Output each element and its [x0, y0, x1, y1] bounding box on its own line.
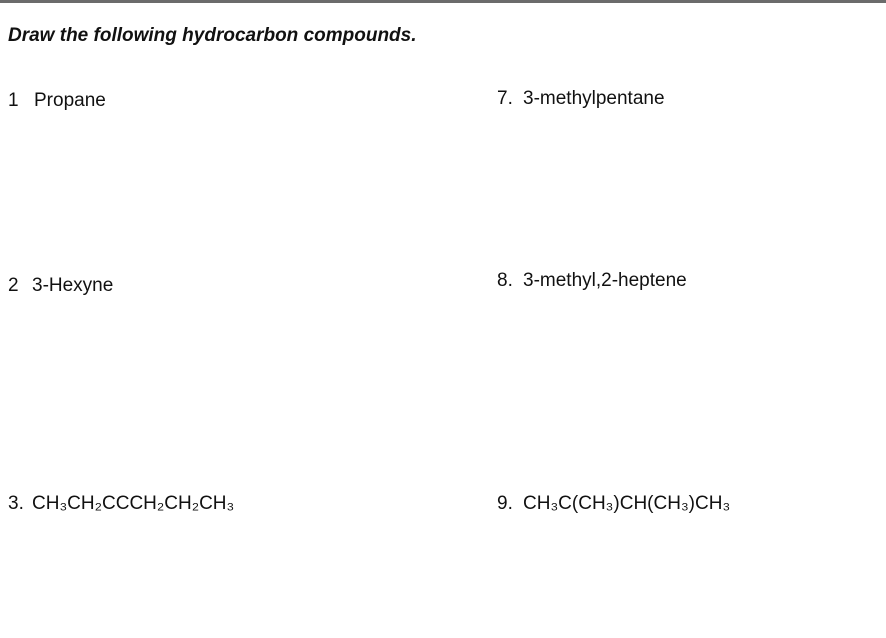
- question-8: [497, 270, 687, 292]
- question-formula: CH₃CH₂CCCH₂CH₂CH₃: [32, 493, 235, 514]
- question-number: 9.: [497, 493, 513, 514]
- question-number: 3.: [8, 493, 24, 514]
- question-9: [497, 493, 730, 515]
- question-7: [497, 88, 665, 110]
- worksheet-title: Draw the following hydrocarbon compounds.: [8, 25, 417, 46]
- question-2: [8, 275, 113, 297]
- question-number: 1: [8, 90, 19, 111]
- question-label: 3-methyl,2-heptene: [523, 270, 687, 291]
- question-3: [8, 493, 234, 515]
- question-label: Propane: [34, 90, 106, 111]
- question-number: 2: [8, 275, 19, 296]
- question-label: 3-Hexyne: [32, 275, 114, 296]
- question-number: 8.: [497, 270, 513, 291]
- question-label: 3-methylpentane: [523, 88, 665, 109]
- question-number: 7.: [497, 88, 513, 109]
- question-formula: CH₃C(CH₃)CH(CH₃)CH₃: [523, 493, 731, 514]
- top-border-line: [0, 0, 886, 3]
- question-1: [8, 90, 106, 112]
